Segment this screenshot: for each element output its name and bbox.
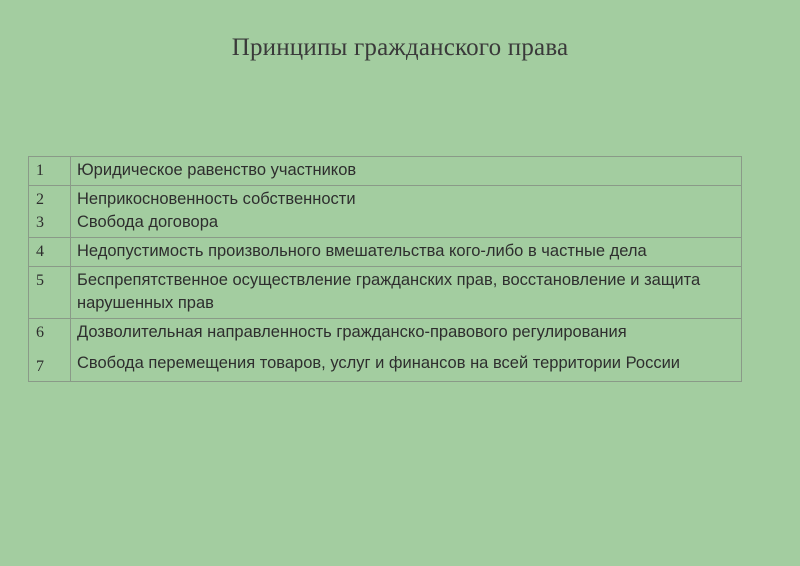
table-row: [29, 267, 742, 319]
row-number-cell: [29, 186, 71, 238]
principle-text: Неприкосновенность собственности: [77, 190, 356, 208]
principle-text: Свобода перемещения товаров, услуг и финансов на всей территории России: [77, 354, 680, 372]
row-number-cell: [29, 267, 71, 319]
principles-table: [28, 156, 742, 382]
slide-title: Принципы гражданского права: [231, 34, 569, 61]
row-number: 5: [36, 272, 44, 289]
row-number: 2: [36, 191, 44, 208]
row-number: 3: [36, 214, 44, 231]
principle-text: Дозволительная направленность гражданско-правового регулирования: [77, 323, 627, 341]
principle-text: Беспрепятственное осуществление гражданских прав, восстановление и защита нарушенных прав: [77, 271, 701, 312]
principle-text: Юридическое равенство участников: [77, 161, 357, 179]
table-row: [29, 319, 742, 382]
row-number-cell: [29, 157, 71, 186]
principle-cell: [71, 267, 742, 319]
row-number: 4: [36, 243, 44, 260]
row-number-cell: [29, 319, 71, 382]
row-number: 7: [36, 358, 44, 375]
principle-text: Свобода договора: [77, 213, 219, 231]
row-number-cell: [29, 238, 71, 267]
principle-text: Недопустимость произвольного вмешательства кого-либо в частные дела: [77, 242, 647, 260]
principle-cell: [71, 238, 742, 267]
row-number: 1: [36, 162, 44, 179]
principle-cell: [71, 319, 742, 382]
principle-cell: [71, 157, 742, 186]
table-row: [29, 238, 742, 267]
principle-cell: [71, 186, 742, 238]
table-row: [29, 157, 742, 186]
row-number: 6: [36, 324, 44, 341]
table-row: [29, 186, 742, 238]
